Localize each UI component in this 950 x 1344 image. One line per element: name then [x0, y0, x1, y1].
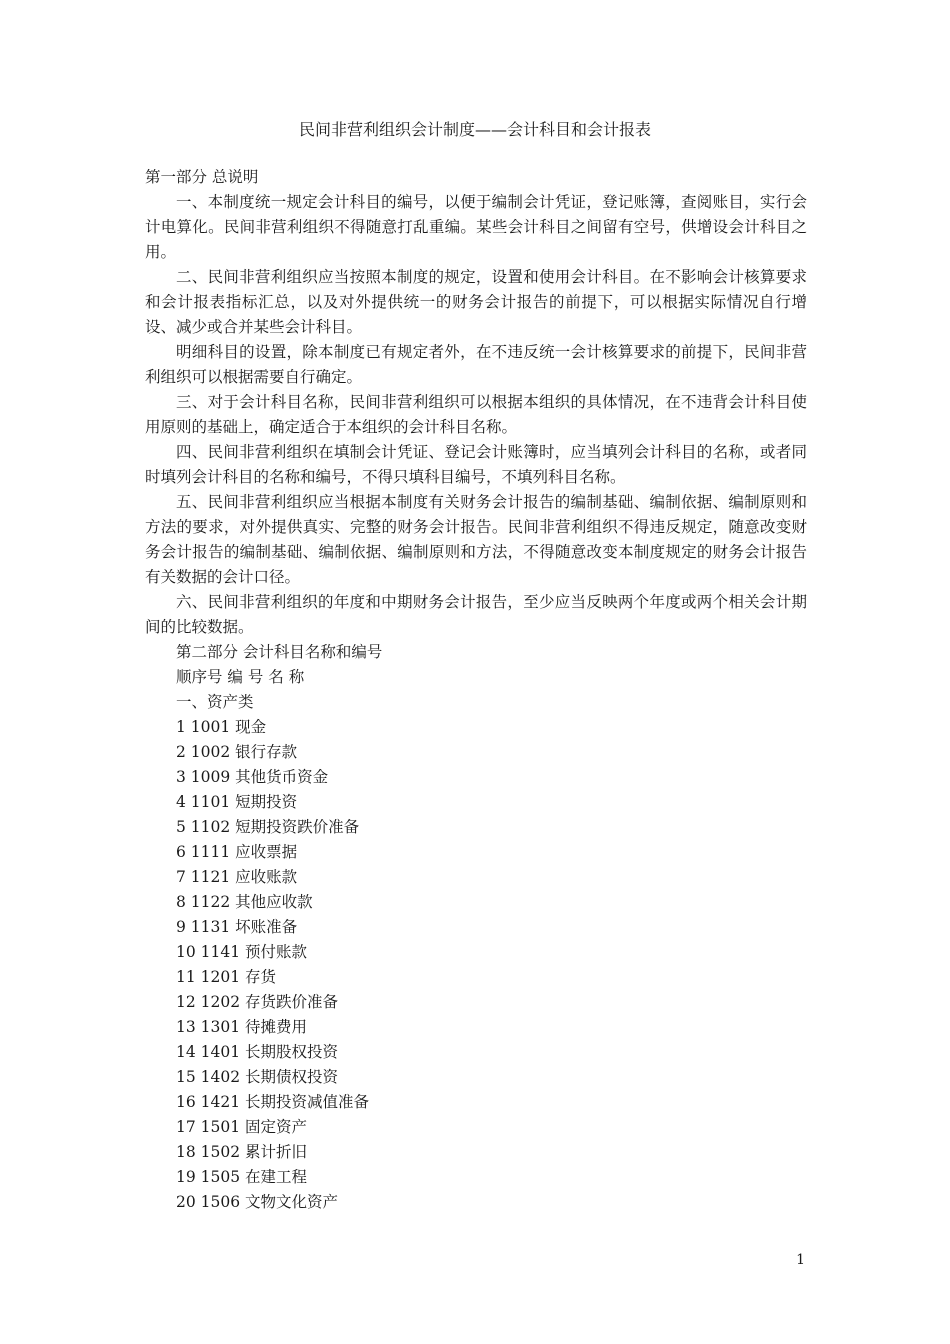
account-item: 10 1141 预付账款	[176, 943, 308, 961]
account-item: 4 1101 短期投资	[176, 793, 298, 811]
account-item: 20 1506 文物文化资产	[176, 1193, 339, 1211]
account-item: 19 1505 在建工程	[176, 1168, 308, 1186]
account-item: 12 1202 存货跌价准备	[176, 993, 339, 1011]
account-list	[145, 715, 807, 1215]
document-title: 民间非营利组织会计制度——会计科目和会计报表	[298, 120, 651, 139]
account-item: 1 1001 现金	[176, 718, 267, 736]
account-item: 15 1402 长期债权投资	[176, 1068, 339, 1086]
section2-heading: 第二部分 会计科目名称和编号	[176, 643, 383, 661]
account-item: 11 1201 存货	[176, 968, 277, 986]
paragraph-7: 六、民间非营利组织的年度和中期财务会计报告，至少应当反映两个年度或两个相关会计期间的比较数据。	[145, 593, 807, 636]
section1-heading: 第一部分 总说明	[145, 168, 259, 186]
paragraph-3: 明细科目的设置，除本制度已有规定者外，在不违反统一会计核算要求的前提下，民间非营利组织可以根据需要自行确定。	[145, 343, 807, 386]
category-heading: 一、资产类	[176, 693, 254, 711]
account-item: 3 1009 其他货币资金	[176, 768, 329, 786]
column-header: 顺序号 编 号 名 称	[176, 668, 305, 686]
paragraph-6: 五、民间非营利组织应当根据本制度有关财务会计报告的编制基础、编制依据、编制原则和方法的要求，对外提供真实、完整的财务会计报告。民间非营利组织不得违反规定，随意改变财务会计报告的编制基础、编制依据、编制原则和方法，不得随意改变本制度规定的财务会计报告有关数据的会计口径。	[145, 493, 807, 586]
paragraph-4: 三、对于会计科目名称，民间非营利组织可以根据本组织的具体情况，在不违背会计科目使用原则的基础上，确定适合于本组织的会计科目名称。	[145, 393, 807, 436]
document-body	[145, 165, 807, 1215]
account-item: 14 1401 长期股权投资	[176, 1043, 339, 1061]
account-item: 7 1121 应收账款	[176, 868, 298, 886]
account-item: 18 1502 累计折旧	[176, 1143, 308, 1161]
account-item: 6 1111 应收票据	[176, 843, 298, 861]
account-item: 9 1131 坏账准备	[176, 918, 298, 936]
account-item: 2 1002 银行存款	[176, 743, 298, 761]
paragraph-2: 二、民间非营利组织应当按照本制度的规定，设置和使用会计科目。在不影响会计核算要求和会计报表指标汇总，以及对外提供统一的财务会计报告的前提下，可以根据实际情况自行增设、减少或合并某些会计科目。	[145, 268, 807, 336]
paragraph-5: 四、民间非营利组织在填制会计凭证、登记会计账簿时，应当填列会计科目的名称，或者同时填列会计科目的名称和编号，不得只填科目编号，不填列科目名称。	[145, 443, 807, 486]
account-item: 13 1301 待摊费用	[176, 1018, 308, 1036]
account-item: 8 1122 其他应收款	[176, 893, 313, 911]
paragraph-1: 一、本制度统一规定会计科目的编号，以便于编制会计凭证，登记账簿，查阅账目，实行会计电算化。民间非营利组织不得随意打乱重编。某些会计科目之间留有空号，供增设会计科目之用。	[145, 193, 807, 261]
account-item: 16 1421 长期投资减值准备	[176, 1093, 370, 1111]
page-number: 1	[796, 1252, 805, 1268]
account-item: 5 1102 短期投资跌价准备	[176, 818, 360, 836]
account-item: 17 1501 固定资产	[176, 1118, 308, 1136]
